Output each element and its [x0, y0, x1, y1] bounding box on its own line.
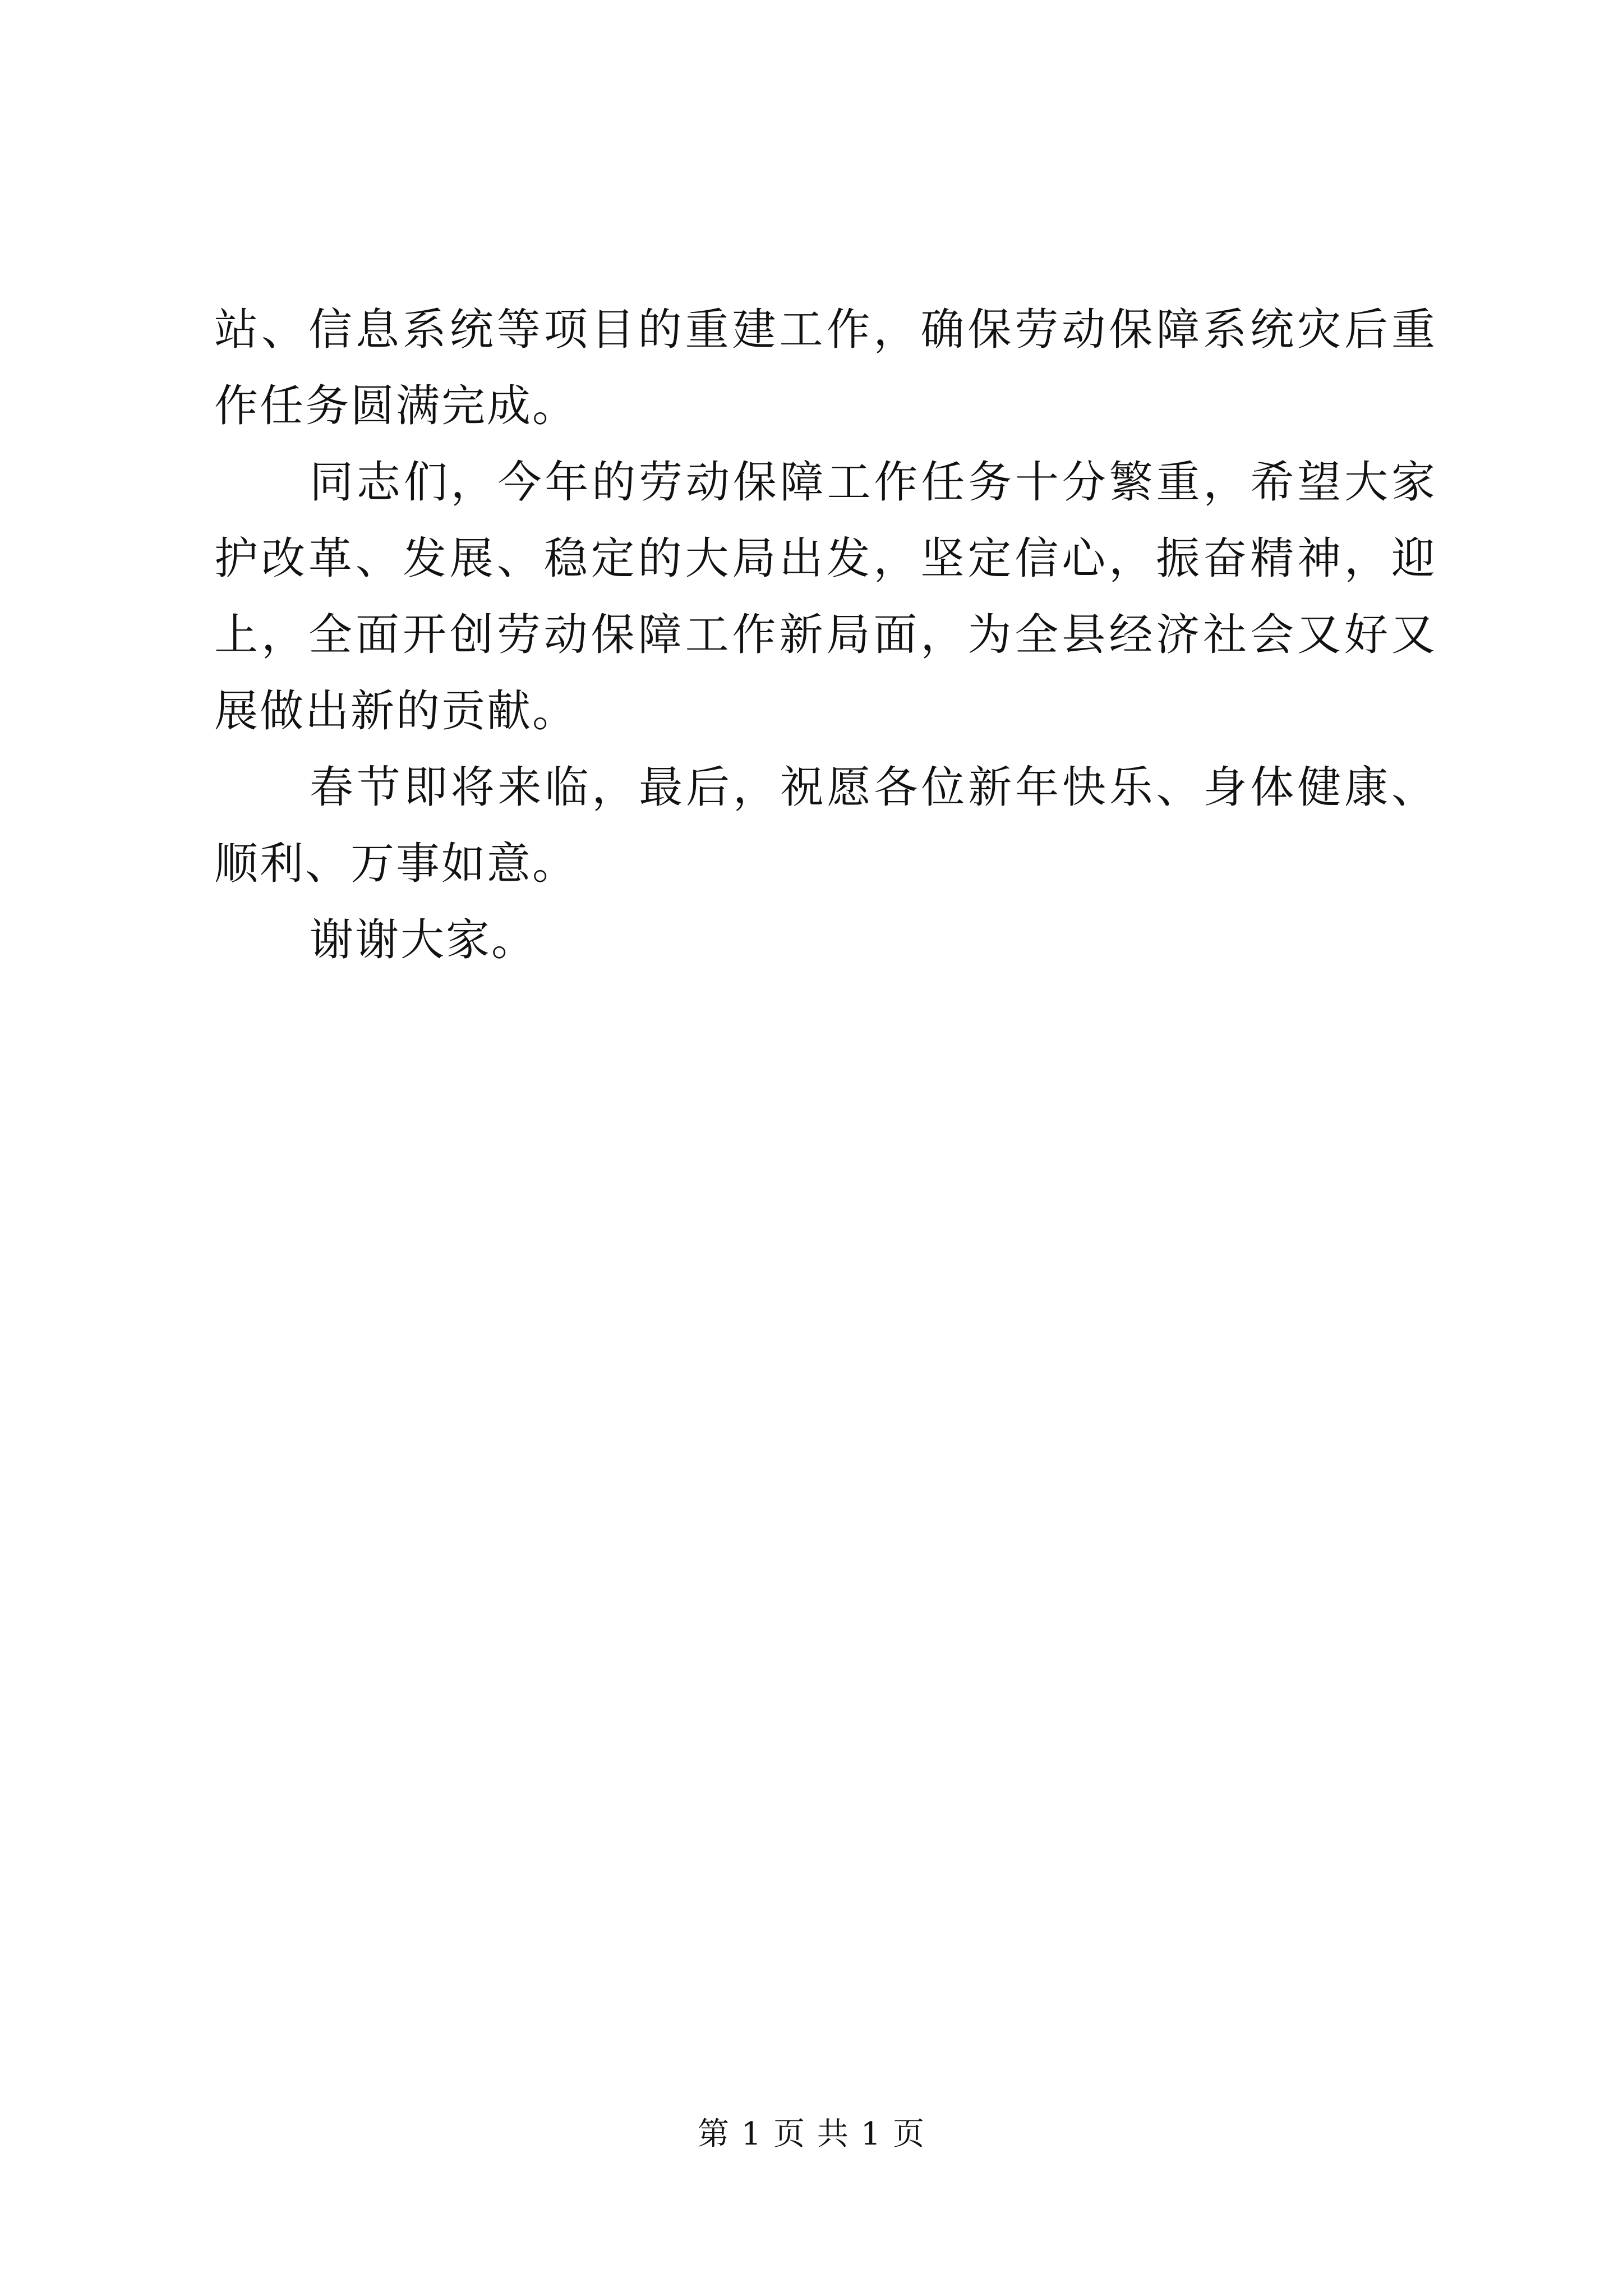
paragraph-line: 谢谢大家。	[310, 915, 537, 965]
paragraph-line: 春节即将来临，最后，祝愿各位新年快乐、身体健康、	[310, 762, 1437, 813]
paragraph	[214, 444, 1437, 749]
paragraph-line: 护改革、发展、稳定的大局出发，坚定信心，振奋精神，迎	[214, 533, 1437, 584]
paragraph	[214, 749, 1437, 902]
paragraph-line: 同志们，今年的劳动保障工作任务十分繁重，希望大家	[310, 457, 1437, 508]
page-footer: 第 1 页 共 1 页	[697, 2116, 926, 2152]
paragraph	[214, 902, 1437, 978]
paragraph-line: 上，全面开创劳动保障工作新局面，为全县经济社会又好又	[214, 610, 1437, 660]
paragraph-line: 顺利、万事如意。	[214, 839, 578, 889]
paragraph-line: 作任务圆满完成。	[214, 381, 578, 431]
paragraph-line: 展做出新的贡献。	[214, 686, 578, 737]
paragraph-line: 站、信息系统等项目的重建工作，确保劳动保障系统灾后重	[214, 305, 1437, 355]
paragraph	[214, 292, 1437, 444]
document-body	[214, 292, 1437, 978]
